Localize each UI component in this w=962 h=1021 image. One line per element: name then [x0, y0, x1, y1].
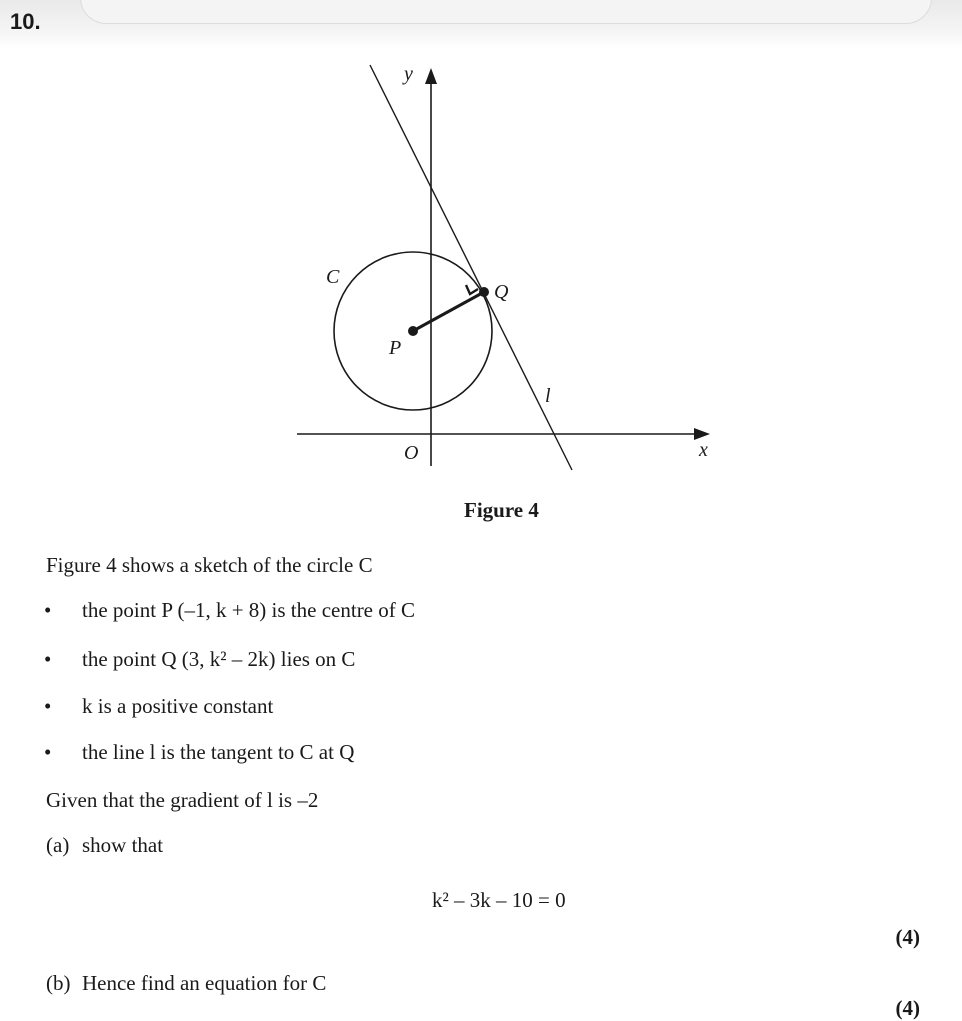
point-p-label: P — [389, 337, 402, 359]
right-angle-marker — [466, 285, 478, 294]
part-a-text: show that — [82, 833, 164, 857]
given-text: Given that the gradient of l is –2 — [46, 788, 319, 812]
bullet-item: k is a positive constant — [82, 694, 274, 718]
bullet-dot: • — [44, 598, 52, 622]
equation: k² – 3k – 10 = 0 — [432, 888, 566, 912]
line-l-label: l — [545, 385, 551, 407]
bullet-item: the point Q (3, k² – 2k) lies on C — [82, 647, 356, 671]
figure-caption: Figure 4 — [464, 498, 539, 522]
part-a-label: (a) — [46, 833, 70, 857]
radius-pq — [413, 292, 484, 331]
intro-text: Figure 4 shows a sketch of the circle C — [46, 553, 373, 577]
x-axis-label: x — [699, 439, 708, 461]
bullet-dot: • — [44, 647, 52, 671]
circle-label: C — [326, 266, 340, 288]
bullet-item: the point P (–1, k + 8) is the centre of C — [82, 598, 416, 622]
point-q-label: Q — [494, 281, 509, 303]
bullet-item: the line l is the tangent to C at Q — [82, 740, 355, 764]
origin-label: O — [404, 442, 419, 464]
part-b-text: Hence find an equation for C — [82, 971, 327, 995]
point-q — [479, 287, 489, 297]
part-b-label: (b) — [46, 971, 71, 995]
part-b-marks: (4) — [895, 996, 920, 1020]
point-p — [408, 326, 418, 336]
question-number: 10. — [10, 9, 41, 34]
y-axis-label: y — [404, 63, 413, 85]
bullet-dot: • — [44, 740, 52, 764]
bullet-dot: • — [44, 694, 52, 718]
part-a-marks: (4) — [895, 925, 920, 949]
y-axis-arrow — [425, 68, 437, 84]
